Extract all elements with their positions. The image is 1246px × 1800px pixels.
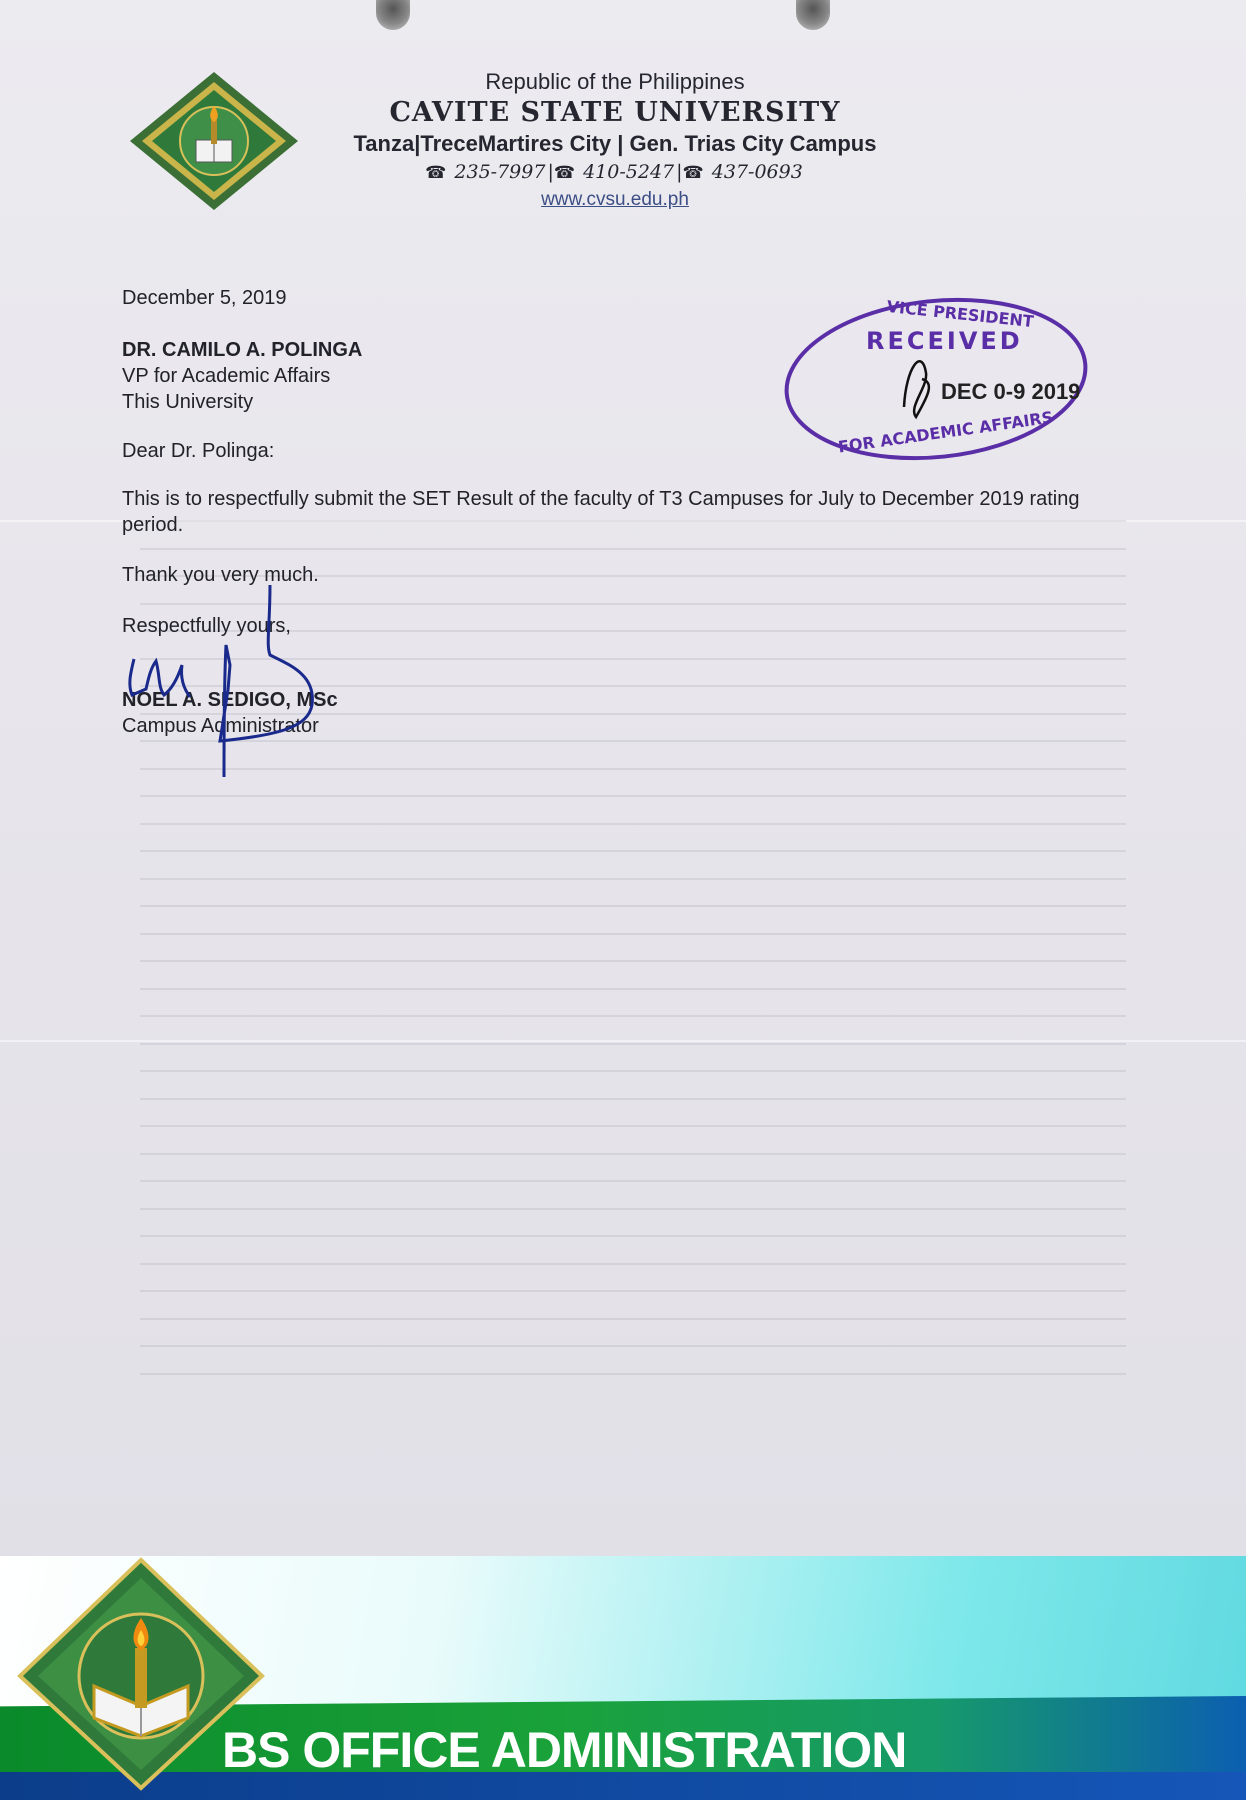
university-logo-icon — [126, 68, 302, 214]
salutation: Dear Dr. Polinga: — [122, 440, 275, 462]
banner-title: BS OFFICE ADMINISTRATION — [222, 1722, 907, 1778]
phone-number: 437-0693 — [711, 161, 803, 183]
letter-date: December 5, 2019 — [122, 287, 287, 309]
phone-icon: ☎ — [682, 163, 704, 183]
recipient-org: This University — [122, 391, 254, 413]
phone-numbers: ☎ 235-7997 |☎ 410-5247 |☎ 437-0693 — [425, 161, 803, 183]
stamp-top-text: VICE PRESIDENT — [885, 296, 1035, 332]
recipient-name: DR. CAMILO A. POLINGA — [122, 339, 363, 361]
phone-number: 235-7997 — [454, 161, 546, 183]
signer-title: Campus Administrator — [122, 715, 319, 737]
phone-number: 410-5247 — [583, 161, 675, 183]
phone-icon: ☎ — [553, 163, 576, 183]
punch-hole-right — [796, 0, 830, 30]
thanks-line: Thank you very much. — [122, 564, 319, 586]
letterhead — [290, 68, 940, 213]
republic-line: Republic of the Philippines — [485, 69, 745, 94]
letter-body: This is to respectfully submit the SET Result of the faculty of T3 Campuses for July to December 2019 rating period. — [122, 488, 1080, 536]
signature-icon — [120, 585, 330, 785]
recipient-title: VP for Academic Affairs — [122, 365, 331, 387]
stamp-initials-icon — [904, 361, 929, 417]
campus-line: Tanza|TreceMartires City | Gen. Trias City Campus — [353, 131, 877, 156]
punch-hole-left — [376, 0, 410, 30]
website-link[interactable]: www.cvsu.edu.ph — [541, 189, 689, 210]
closing-line: Respectfully yours, — [122, 615, 291, 637]
university-name: CAVITE STATE UNIVERSITY — [389, 97, 841, 128]
stamp-date: DEC 0-9 2019 — [941, 379, 1081, 404]
received-stamp — [776, 287, 1094, 469]
phone-icon: ☎ — [425, 163, 447, 183]
recipient-block — [122, 337, 362, 415]
stamp-received: RECEIVED — [866, 327, 1023, 355]
stamp-bottom-text: FOR ACADEMIC AFFAIRS — [836, 407, 1055, 457]
signer-name: NOEL A. SEDIGO, MSc — [122, 689, 338, 711]
